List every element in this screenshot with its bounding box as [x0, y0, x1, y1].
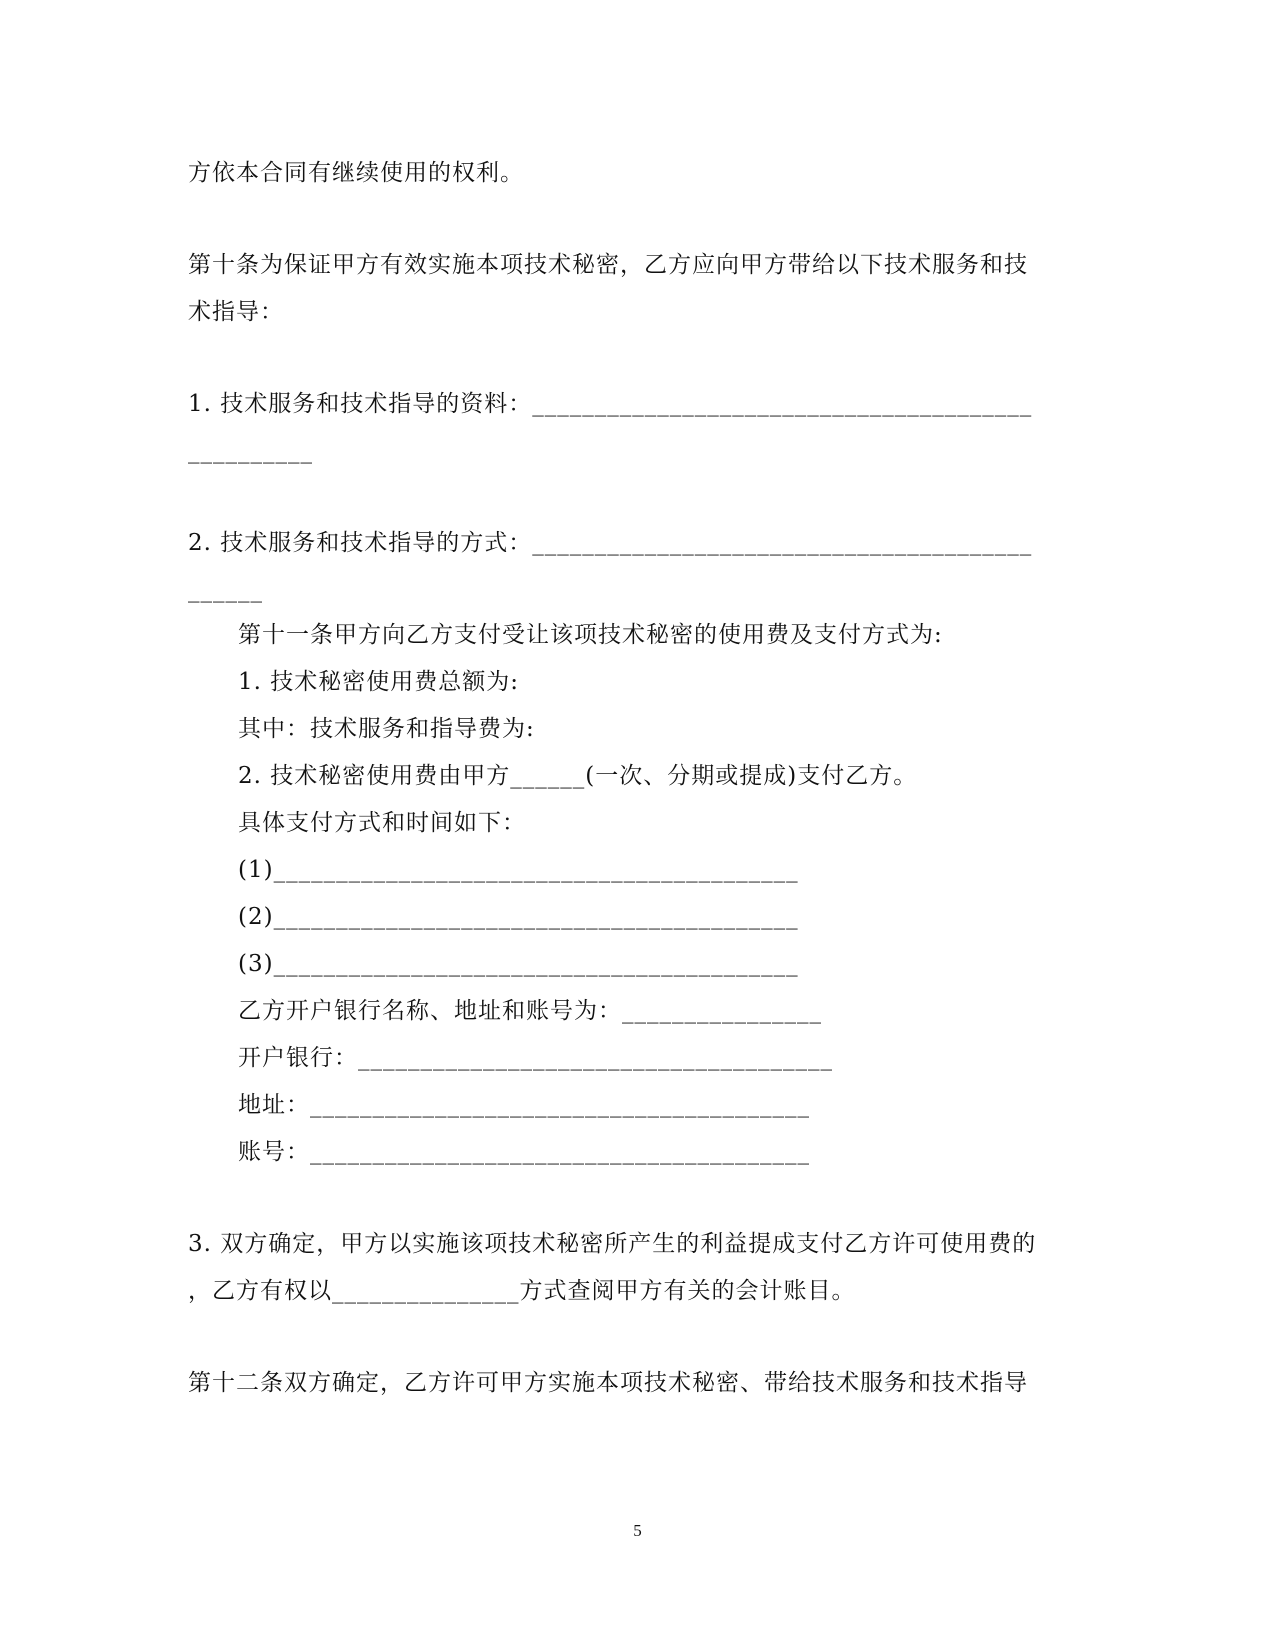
article-10-line-2: 术指导： [188, 299, 284, 325]
bank-name-line: 开户银行：______________________________________ [238, 1045, 833, 1071]
tech-service-materials-line-1: 1. 技术服务和技术指导的资料：________________________________________ [188, 391, 1033, 417]
paragraph-continuation: 方依本合同有继续使用的权利。 [188, 160, 524, 186]
page-number: 5 [633, 1521, 642, 1540]
tech-service-method-line-2: ______ [188, 577, 263, 603]
article-11-heading: 第十一条甲方向乙方支付受让该项技术秘密的使用费及支付方式为: [238, 622, 943, 648]
article-11-item-2: 2. 技术秘密使用费由甲方______(一次、分期或提成)支付乙方。 [238, 763, 918, 789]
payment-line-2: (2)__________________________________________ [238, 904, 799, 930]
article-11-item-2-sub: 具体支付方式和时间如下： [238, 810, 526, 836]
tech-service-materials-line-2: __________ [188, 438, 313, 464]
article-12-line-1: 第十二条双方确定，乙方许可甲方实施本项技术秘密、带给技术服务和技术指导 [188, 1370, 1028, 1396]
account-line: 账号：________________________________________ [238, 1139, 810, 1165]
payment-line-1: (1)__________________________________________ [238, 857, 799, 883]
article-10-line-1: 第十条为保证甲方有效实施本项技术秘密，乙方应向甲方带给以下技术服务和技 [188, 252, 1028, 278]
address-line: 地址：________________________________________ [238, 1092, 810, 1118]
bank-info-line: 乙方开户银行名称、地址和账号为：________________ [238, 998, 822, 1024]
payment-line-3: (3)__________________________________________ [238, 951, 799, 977]
article-11-item-1-sub: 其中：技术服务和指导费为: [238, 716, 535, 742]
article-11-item-1: 1. 技术秘密使用费总额为: [238, 669, 520, 695]
tech-service-method-line-1: 2. 技术服务和技术指导的方式：________________________________________ [188, 530, 1033, 556]
royalty-audit-line-2: ，乙方有权以_______________方式查阅甲方有关的会计账目。 [188, 1278, 856, 1304]
royalty-audit-line-1: 3. 双方确定，甲方以实施该项技术秘密所产生的利益提成支付乙方许可使用费的 [188, 1231, 1037, 1257]
